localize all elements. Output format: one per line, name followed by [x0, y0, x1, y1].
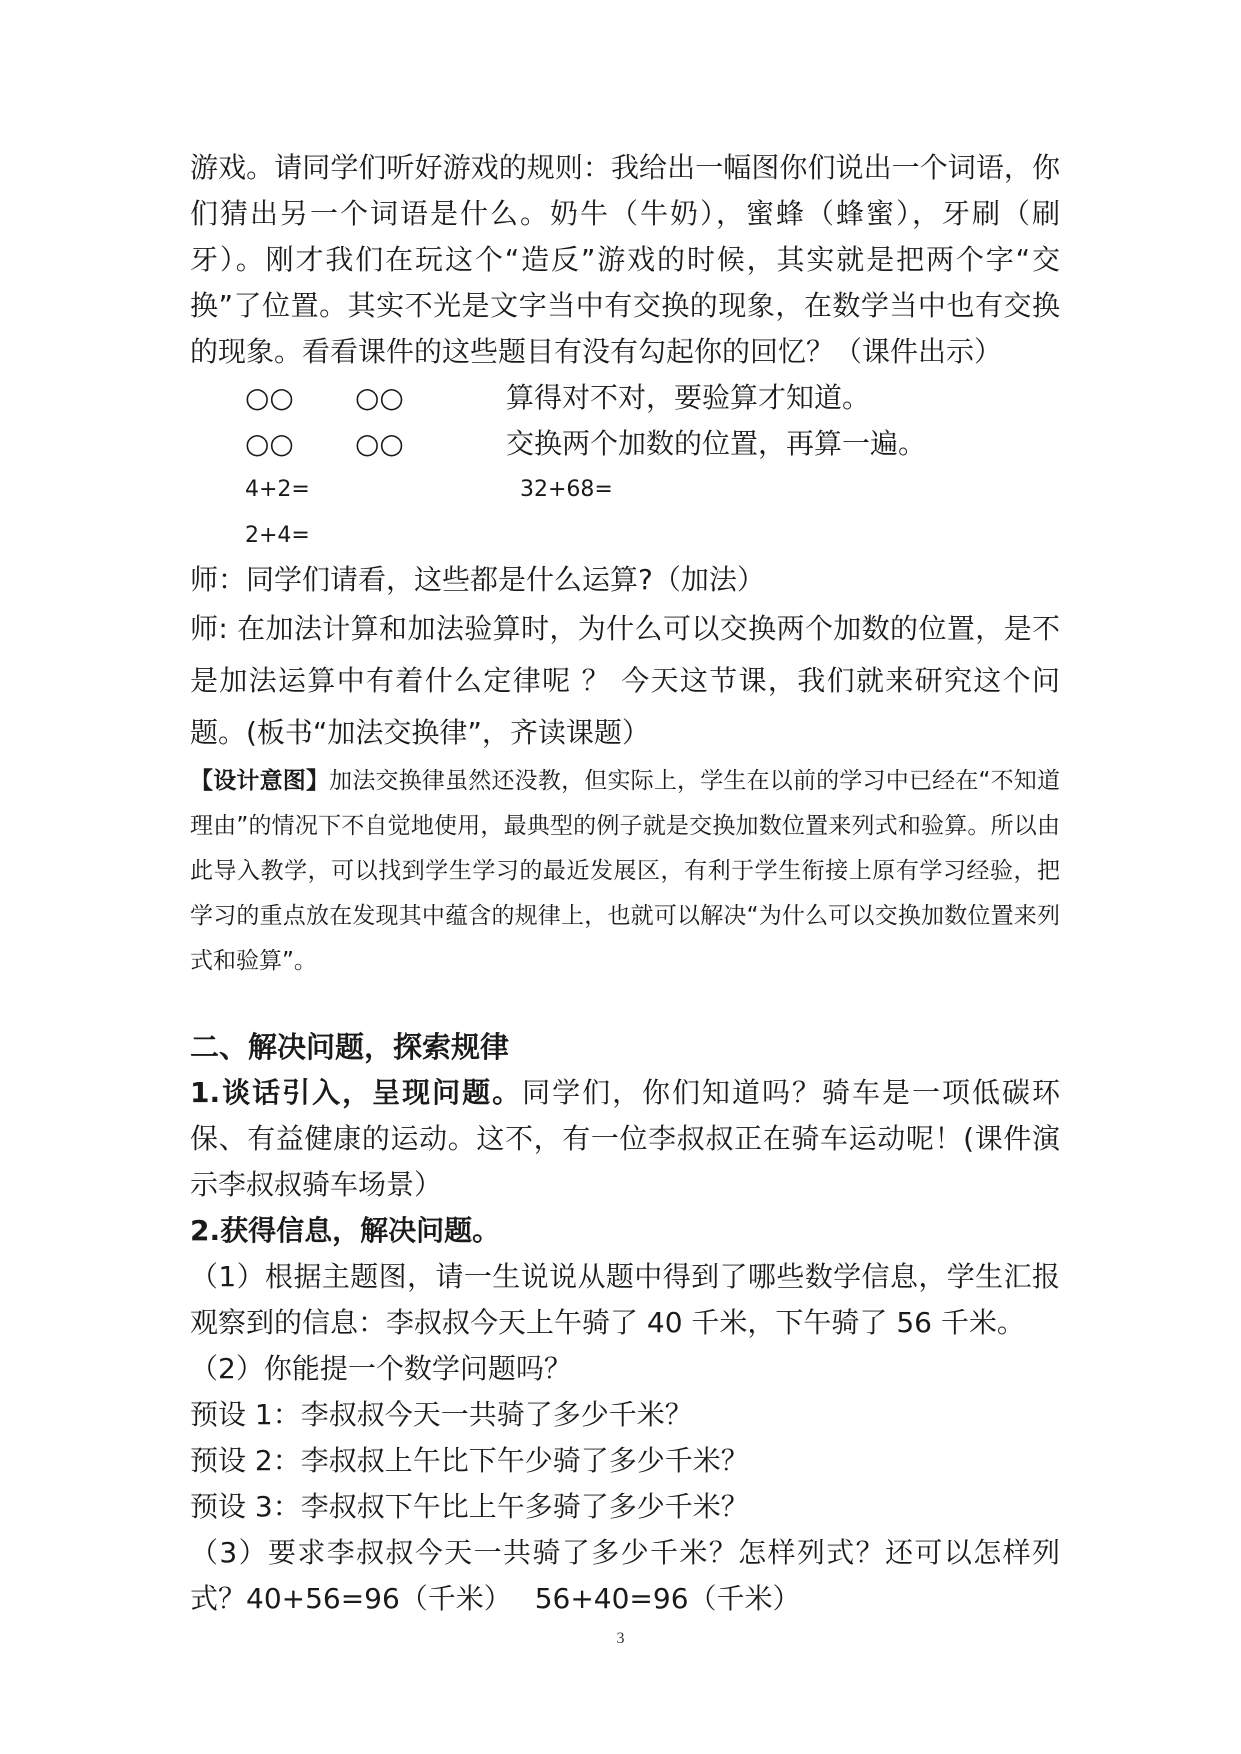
- design-intent-text: 加法交换律虽然还没教，但实际上，学生在以前的学习中已经在“不知道理由”的情况下不自觉地使用，最典型的例子就是交换加数位置来列式和验算。所以由此导入教学，可以找到学生学习的最近发展区，有利于学生衔接上原有学习经验，把学习的重点放在发现其中蕴含的规律上，也就可以解决“为什么可以交换加数位置来列式和验算”。: [190, 768, 1061, 974]
- step-1: [190, 1070, 1060, 1208]
- courseware-text-row2: 交换两个加数的位置，再算一遍。: [506, 427, 927, 460]
- preset-1: 预设 1：李叔叔今天一共骑了多少千米？: [190, 1398, 693, 1431]
- step-2-title: 2.获得信息，解决问题。: [190, 1214, 501, 1247]
- design-intent: [190, 759, 1060, 984]
- circles-row2-a: ○○: [245, 427, 294, 460]
- preset-2: 预设 2：李叔叔上午比下午少骑了多少千米？: [190, 1444, 749, 1477]
- section-2-heading: 二、解决问题，探索规律: [190, 1030, 510, 1064]
- preset-3: 预设 3：李叔叔下午比上午多骑了多少千米？: [190, 1490, 749, 1523]
- courseware-display: [190, 375, 1060, 605]
- teacher-line-2: 师: 在加法计算和加法验算时，为什么可以交换两个加数的位置，是不是加法运算中有着什么定律呢 ？ 今天这节课，我们就来研究这个问题。(板书“加法交换律”，齐读课题）: [190, 612, 1060, 749]
- item-3: （3）要求李叔叔今天一共骑了多少千米？怎样列式？还可以怎样列式？40+56=96（千米） 56+40=96（千米）: [190, 1536, 1060, 1615]
- design-intent-tag: 【设计意图】: [190, 768, 330, 794]
- courseware-text-row1: 算得对不对，要验算才知道。: [506, 381, 871, 414]
- item-2: （2）你能提一个数学问题吗？: [190, 1352, 572, 1385]
- circles-row2-b: ○○: [355, 427, 404, 460]
- equation-32-plus-68: 32+68=: [520, 477, 613, 502]
- page-number: 3: [616, 1630, 625, 1647]
- circles-row1-a: ○○: [245, 381, 294, 414]
- intro-paragraph: 游戏。请同学们听好游戏的规则：我给出一幅图你们说出一个词语，你们猜出另一个词语是什么。奶牛（牛奶），蜜蜂（蜂蜜），牙刷（刷牙）。刚才我们在玩这个“造反”游戏的时候，其实就是把两个字“交换”了位置。其实不光是文字当中有交换的现象，在数学当中也有交换的现象。看看课件的这些题目有没有勾起你的回忆？（课件出示）: [190, 151, 1060, 368]
- equation-2-plus-4: 2+4=: [245, 523, 310, 548]
- equation-4-plus-2: 4+2=: [245, 477, 310, 502]
- document-page: [190, 145, 1060, 1622]
- step-1-title: 1.谈话引入，呈现问题。: [190, 1076, 523, 1109]
- step-1-text: 同学们，你们知道吗？骑车是一项低碳环保、有益健康的运动。这不，有一位李叔叔正在骑车运动呢！(课件演示李叔叔骑车场景）: [190, 1076, 1060, 1201]
- teacher-line-1: 师：同学们请看，这些都是什么运算?（加法）: [190, 563, 765, 596]
- item-1: （1）根据主题图，请一生说说从题中得到了哪些数学信息，学生汇报观察到的信息：李叔叔今天上午骑了 40 千米，下午骑了 56 千米。: [190, 1260, 1060, 1339]
- circles-row1-b: ○○: [355, 381, 404, 414]
